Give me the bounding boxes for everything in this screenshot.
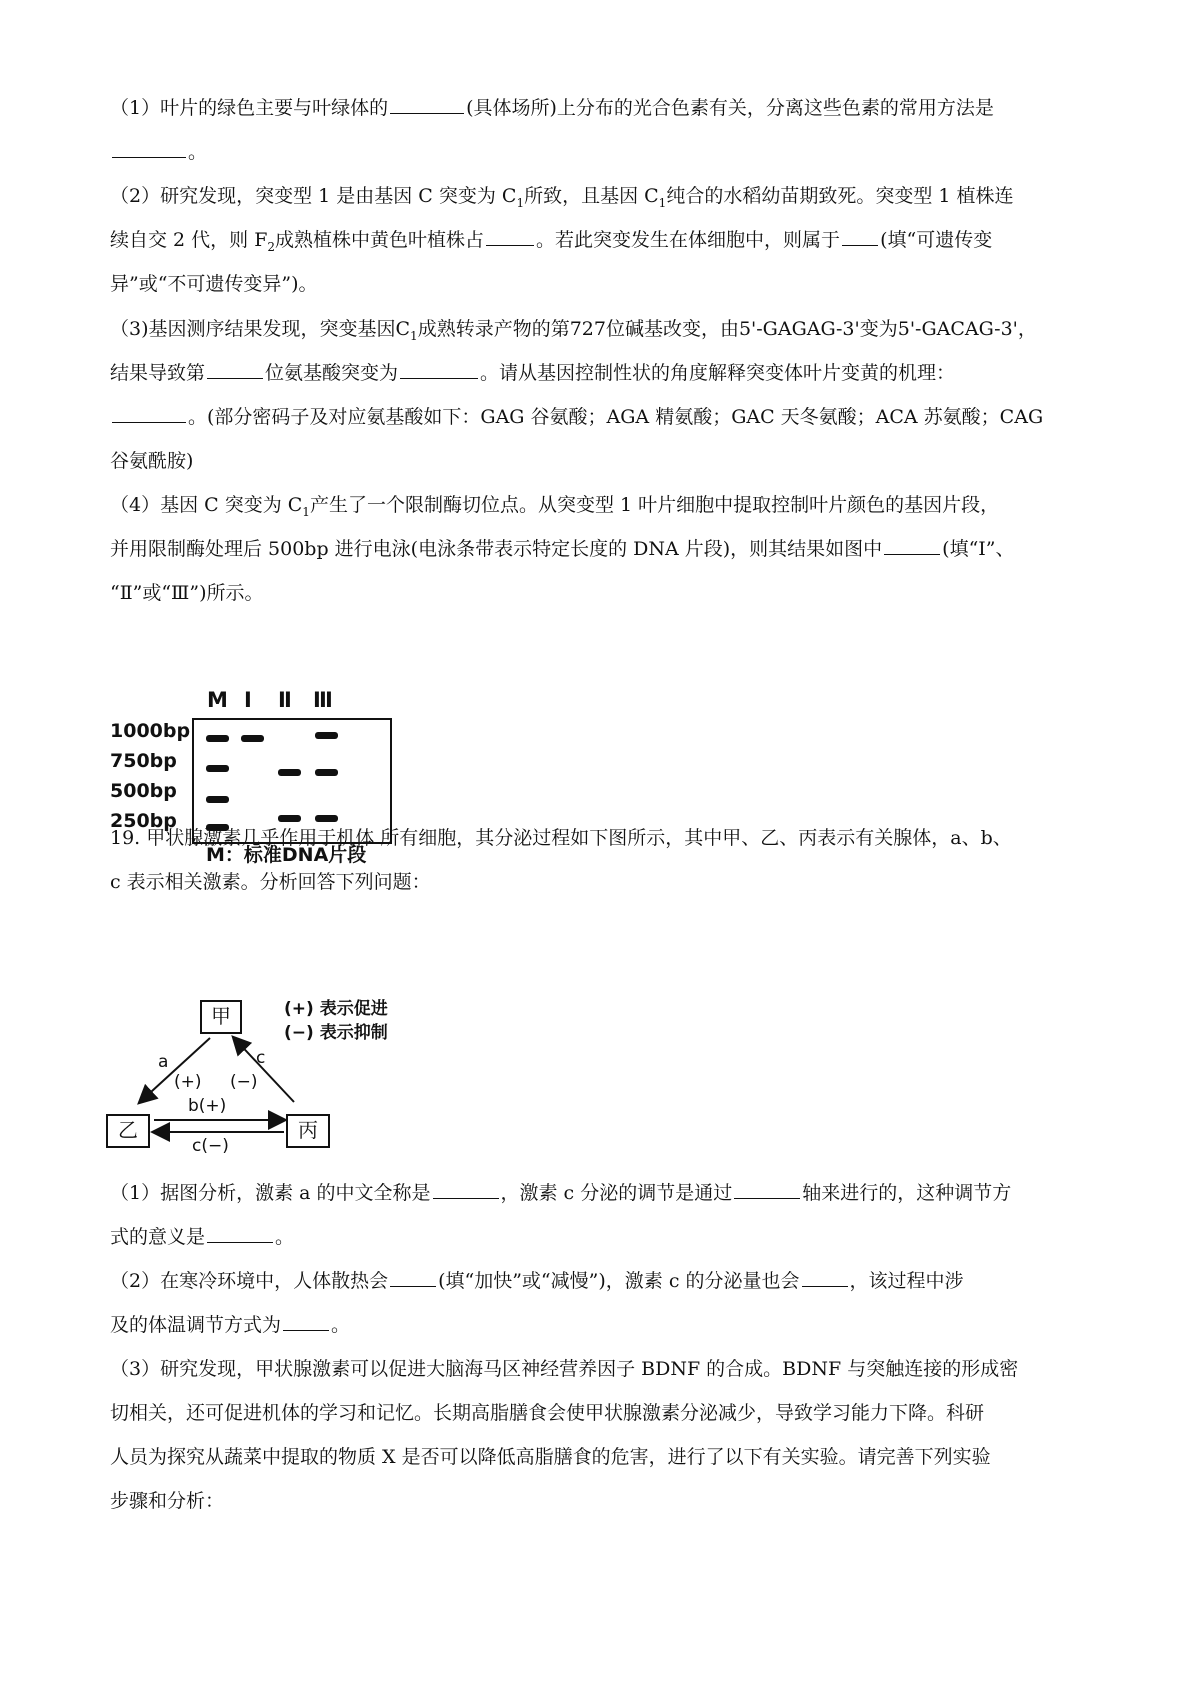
q18-part3-line3: 。(部分密码子及对应氨基酸如下：GAG 谷氨酸；AGA 精氨酸；GAC 天冬氨酸；ACA 苏氨酸；CAG xyxy=(110,403,1105,431)
answer-blank[interactable] xyxy=(433,1180,499,1199)
q18-part3-line1: （3)基因测序结果发现，突变基因$C_1$成熟转录产物的第727位碱基改变，由5'-GAGAG-3'变为5'-GACAG-3'， xyxy=(110,318,1037,343)
answer-blank[interactable] xyxy=(884,536,940,555)
answer-blank[interactable] xyxy=(207,360,263,379)
marker-label-1000: 1000bp xyxy=(110,720,191,742)
label-a-sign: (+) xyxy=(174,1072,202,1092)
answer-blank[interactable] xyxy=(486,227,534,246)
q19-intro-line2: c 表示相关激素。分析回答下列问题： xyxy=(110,871,431,893)
q18-part3-line4: 谷氨酰胺) xyxy=(110,450,194,472)
answer-blank[interactable] xyxy=(390,95,464,114)
band-ii-750 xyxy=(278,769,301,776)
q18-part2-line3: 异”或“不可遗传变异”)。 xyxy=(110,273,318,295)
legend-inhibit: (−) 表示抑制 xyxy=(284,1023,388,1043)
band-iii-250 xyxy=(315,815,338,822)
q18-part4-line1: （4）基因 C 突变为 $C_1$产生了一个限制酶切位点。从突变型 1 叶片细胞中提取控制叶片颜色的基因片段， xyxy=(110,494,1000,519)
q19-intro-line1: 19. 甲状腺激素几乎作用于机体 所有细胞，其分泌过程如下图所示，其中甲、乙、丙表示有关腺体，a、b、 xyxy=(110,827,1012,849)
answer-blank[interactable] xyxy=(112,404,186,423)
q19-part1-line1: （1）据图分析，激素 a 的中文全称是 ，激素 c 分泌的调节是通过 轴来进行的，这种调节方 xyxy=(110,1182,1012,1204)
label-b: b(+) xyxy=(188,1096,227,1116)
lane-label-iii: Ⅲ xyxy=(313,688,333,712)
band-ii-250 xyxy=(278,815,301,822)
band-iii-750 xyxy=(315,769,338,776)
label-a: a xyxy=(158,1052,169,1072)
q19-part2-line2: 及的体温调节方式为 。 xyxy=(110,1314,351,1336)
q19-part2-line1: （2）在寒冷环境中，人体散热会 (填“加快”或“减慢”)，激素 c 的分泌量也会 ，该过程中涉 xyxy=(110,1270,964,1292)
answer-blank[interactable] xyxy=(734,1180,800,1199)
label-c-top: c xyxy=(256,1048,266,1068)
answer-blank[interactable] xyxy=(842,227,878,246)
q18-part2-line1: （2）研究发现，突变型 1 是由基因 C 突变为 $C_1$所致，且基因 $C_1$纯合的水稻幼苗期致死。突变型 1 植株连 xyxy=(110,185,1014,210)
arrow-a xyxy=(140,1038,210,1102)
gel-caption: M：标准DNA片段 xyxy=(206,844,367,866)
legend-promote: (+) 表示促进 xyxy=(284,999,388,1019)
q19-part3-line1: （3）研究发现，甲状腺激素可以促进大脑海马区神经营养因子 BDNF 的合成。BDNF 与突触连接的形成密 xyxy=(110,1358,1019,1380)
label-c-bottom: c(−) xyxy=(192,1136,229,1156)
q18-part4-line2: 并用限制酶处理后 500bp 进行电泳(电泳条带表示特定长度的 DNA 片段)，则其结果如图中 (填“I”、 xyxy=(110,538,1015,560)
band-m-1000 xyxy=(206,735,229,742)
node-bing: 丙 xyxy=(286,1114,330,1148)
marker-label-750: 750bp xyxy=(110,750,177,772)
answer-blank[interactable] xyxy=(802,1268,848,1287)
band-i-1000 xyxy=(241,735,264,742)
q19-part3-line4: 步骤和分析： xyxy=(110,1490,225,1512)
q18-part2-line2: 续自交 2 代，则 $F_2$成熟植株中黄色叶植株占 。若此突变发生在体细胞中，则属于 (填“可遗传变 xyxy=(110,229,993,254)
marker-label-250: 250bp xyxy=(110,810,177,832)
lane-label-i: I xyxy=(244,688,252,712)
q18-part3-line2: 结果导致第 位氨基酸突变为 。请从基因控制性状的角度解释突变体叶片变黄的机理： xyxy=(110,362,956,384)
q18-part1-line1: （1）叶片的绿色主要与叶绿体的 (具体场所)上分布的光合色素有关，分离这些色素的常用方法是 xyxy=(110,97,994,119)
marker-label-500: 500bp xyxy=(110,780,177,802)
answer-blank[interactable] xyxy=(207,1224,273,1243)
q18-part1-line2: 。 xyxy=(110,138,1105,166)
q18-part4-line3: “Ⅱ”或“Ⅲ”)所示。 xyxy=(110,582,264,604)
lane-label-m: M xyxy=(207,688,228,712)
band-iii-1000 xyxy=(315,732,338,739)
answer-blank[interactable] xyxy=(400,360,478,379)
node-yi: 乙 xyxy=(106,1114,150,1148)
band-m-750 xyxy=(206,765,229,772)
answer-blank[interactable] xyxy=(283,1312,329,1331)
band-m-500 xyxy=(206,796,229,803)
answer-blank[interactable] xyxy=(390,1268,436,1287)
q19-part3-line3: 人员为探究从蔬菜中提取的物质 X 是否可以降低高脂膳食的危害，进行了以下有关实验。请完善下列实验 xyxy=(110,1446,991,1468)
node-jia: 甲 xyxy=(200,1000,242,1034)
lane-label-ii: Ⅱ xyxy=(278,688,292,712)
q19-part1-line2: 式的意义是 。 xyxy=(110,1226,295,1248)
label-c-sign: (−) xyxy=(230,1072,258,1092)
q19-part3-line2: 切相关，还可促进机体的学习和记忆。长期高脂膳食会使甲状腺激素分泌减少，导致学习能力下降。科研 xyxy=(110,1402,985,1424)
answer-blank[interactable] xyxy=(112,139,186,158)
hormone-regulation-diagram xyxy=(112,998,472,1158)
